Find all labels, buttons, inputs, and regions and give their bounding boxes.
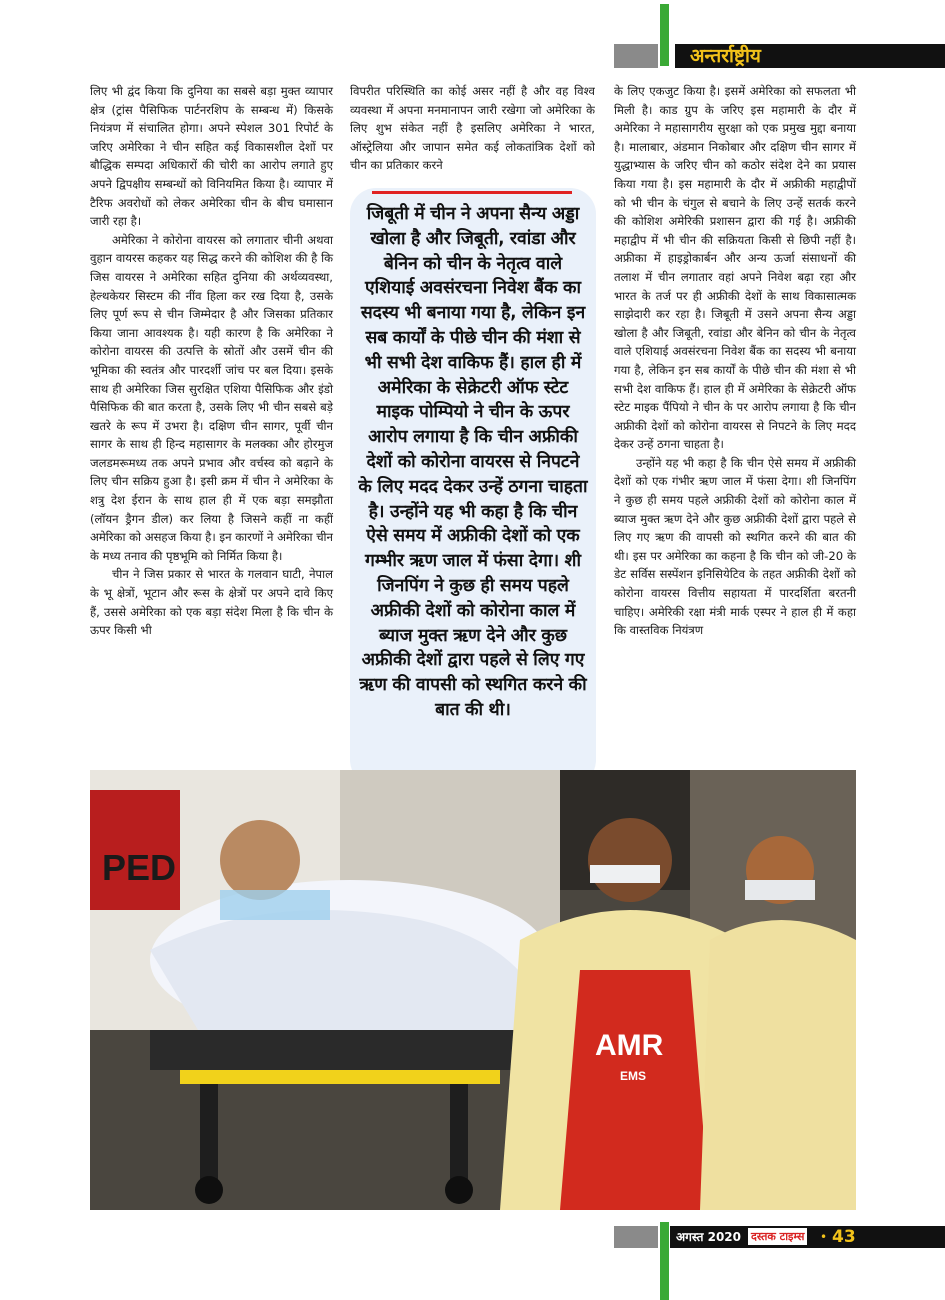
pull-quote-rule	[372, 191, 572, 194]
issue-date: अगस्त 2020	[676, 1230, 742, 1244]
header-gray-block	[614, 44, 658, 68]
paragraph: अमेरिका ने कोरोना वायरस को लगातार चीनी अथवा वुहान वायरस कहकर यह सिद्ध करने की कोशिश की है कि जिस वायरस ने अमेरिका सहित दुनिया की अर्थव्यवस्था, हेल्थकेयर सिस्टम की नींव हिला कर रख दिया है, उसके लिए पूर्ण रूप से चीन जिम्मेदार है और जिसका प्रतिकार किया जाना आवश्यक है। यही कारण है कि अमेरिका ने कोरोना वायरस की उत्पत्ति के स्रोतों और उसमें चीन की भूमिका की स्वतंत्र और पारदर्शी जांच पर बल दिया। इसके साथ ही अमेरिका जिस सुरक्षित एशिया पैसिफिक और इंडो पैसिफिक की बात करता है, उसके लिए भी चीन सबसे बड़े खतरे के रूप में उभरा है। दक्षिण चीन सागर, पूर्वी चीन सागर के साथ ही हिन्द महासागर के मलक्का और होरमुज जलडमरूमध्य तक अपने प्रभाव और वर्चस्व को बढ़ाने के लिए चीन सक्रिय हुआ है। इसी क्रम में चीन ने अमेरिका के शत्रु देश ईरान के साथ हाल ही में एक बड़ा समझौता (लॉयन ड्रैगन डील) कर लिया है जिसने कहीं ना कहीं अमेरिका को असहज किया है। इन कारणों ने अमेरिका चीन के मध्य तनाव की पृष्ठभूमि को निर्मित किया है।	[90, 232, 333, 563]
pull-quote-box	[350, 188, 596, 786]
footer-accent-bar	[660, 1222, 669, 1300]
article-column-3	[614, 82, 856, 640]
news-photo	[90, 770, 856, 1210]
footer-bullet: •	[820, 1230, 828, 1244]
paragraph: लिए भी द्वंद किया कि दुनिया का सबसे बड़ा मुक्त व्यापार क्षेत्र (ट्रांस पैसिफिक पार्टनरशिप के सम्बन्ध में) किसके नियंत्रण में संचालित होगा। अपने स्पेशल 301 रिपोर्ट के जरिए अमेरिका ने चीन सहित कई विकासशील देशों पर बौद्धिक सम्पदा अधिकारों की चोरी का आरोप लगाते हुए अपने द्विपक्षीय सम्बन्धों को विनियमित किया है। व्यापार में टैरिफ अवरोधों को लेकर अमेरिका चीन के बीच घमासान जारी रहा है।	[90, 84, 333, 229]
vest-logo: AMR	[595, 1029, 664, 1062]
paragraph: के लिए एकजुट किया है। इसमें अमेरिका को सफलता भी मिली है। काड ग्रुप के जरिए इस महामारी के दौर में अमेरिका ने महासागरीय सुरक्षा को एक प्रमुख मुद्दा बनाया है। मालाबार, अंडमान निकोबार और दक्षिण चीन सागर में युद्धाभ्यास के जरिए चीन को कठोर संदेश देने का प्रयास किया गया है। इस महामारी के दौर में अफ्रीकी महाद्वीपों को भी चीन के चंगुल से बचाने के लिए उन्हें सतर्क करने की कोशिश अमेरिकी प्रशासन द्वारा की गई है। अफ्रीकी महाद्वीप में भी चीन की सक्रियता किसी से छिपी नहीं है। अफ्रीका में हाइड्रोकार्बन और अन्य ऊर्जा संसाधनों की तलाश में चीन लगातार वहां अपने निवेश बढ़ा रहा और भारत के तर्ज पर ही अफ्रीकी देशों के साथ विकासात्मक साझेदारी कर रहा है। जिबूती में उसने अपना सैन्य अड्डा खोला है और जिबूती, रवांडा और बेनिन को चीन के नेतृत्व वाले एशियाई अवसंरचना निवेश बैंक का सदस्य भी बनाया गया है, लेकिन इन सब कार्यों के पीछे चीन की मंशा से भी सभी देश वाकिफ हैं। हाल ही में अमेरिका के सेक्रेटरी ऑफ स्टेट माइक पैंपियो ने चीन के पर आरोप लगाया है कि चीन अफ्रीकी देशों को कोरोना वायरस से निपटने के लिए मदद देकर उन्हें ठगना चाहता है।	[614, 84, 856, 452]
magazine-logo: दस्तक टाइम्स	[748, 1228, 807, 1245]
vest-sub-logo: EMS	[620, 1069, 647, 1083]
section-title: अन्तर्राष्ट्रीय	[690, 45, 761, 67]
pull-quote-text: जिबूती में चीन ने अपना सैन्य अड्डा खोला है और जिबूती, रवांडा और बेनिन को चीन के नेतृत्व वाले एशियाई अवसंरचना निवेश बैंक का सदस्य भी बनाया गया है, लेकिन इन सब कार्यों के पीछे चीन की मंशा से भी सभी देश वाकिफ हैं। हाल ही में अमेरिका के सेक्रेटरी ऑफ स्टेट माइक पोम्पियो ने चीन के ऊपर आरोप लगाया है कि चीन अफ्रीकी देशों को कोरोना वायरस से निपटने के लिए मदद देकर उन्हें ठगना चाहता है। उन्होंने यह भी कहा है कि चीन ऐसे समय में अफ्रीकी देशों को एक गम्भीर ऋण जाल में फंसा देगा। शी जिनपिंग ने कुछ ही समय पहले अफ्रीकी देशों को कोरोना काल में ब्याज मुक्त ऋण देने और कुछ अफ्रीकी देशों द्वारा पहले से लिए गए ऋण की वापसी को स्थगित करने की बात की थी।	[358, 204, 588, 720]
footer-gray-block	[614, 1226, 658, 1248]
paragraph: चीन ने जिस प्रकार से भारत के गलवान घाटी, नेपाल के भू क्षेत्रों, भूटान और रूस के क्षेत्रों पर अपने दावे किए हैं, उससे अमेरिका को एक बड़ा संदेश मिला है कि चीन के ऊपर किसी भी	[90, 567, 333, 638]
photo-illustration	[90, 770, 856, 1210]
article-column-2	[350, 82, 595, 182]
article-column-1	[90, 82, 333, 640]
stretcher-label: PED	[102, 847, 177, 888]
header-accent-bar	[660, 4, 669, 66]
paragraph: उन्होंने यह भी कहा है कि चीन ऐसे समय में अफ्रीकी देशों को एक गंभीर ऋण जाल में फंसा देगा। शी जिनपिंग ने कुछ ही समय पहले अफ्रीकी देशों को कोरोना काल में ब्याज मुक्त ऋण देने और कुछ अफ्रीकी देशों द्वारा पहले से लिए गए ऋण की वापसी को स्थगित करने की बात की थी। इस पर अमेरिका का कहना है कि चीन को जी-20 के डेट सर्विस सस्पेंशन इनिसियेटिव के तहत अफ्रीकी देशों को कोरोना वायरस वित्तीय सहायता में पारदर्शिता बरतनी चाहिए। अमेरिकी रक्षा मंत्री मार्क एस्पर ने हाल ही में कहा कि वास्तविक नियंत्रण	[614, 455, 856, 638]
page-number: 43	[832, 1227, 856, 1247]
paragraph: विपरीत परिस्थिति का कोई असर नहीं है और वह विश्व व्यवस्था में अपना मनमानापन जारी रखेगा जो अमेरिका के लिए शुभ संकेत नहीं है इसलिए अमेरिका ने भारत, ऑस्ट्रेलिया और जापान समेत कई लोकतांत्रिक देशों को चीन का प्रतिकार करने	[350, 84, 595, 173]
